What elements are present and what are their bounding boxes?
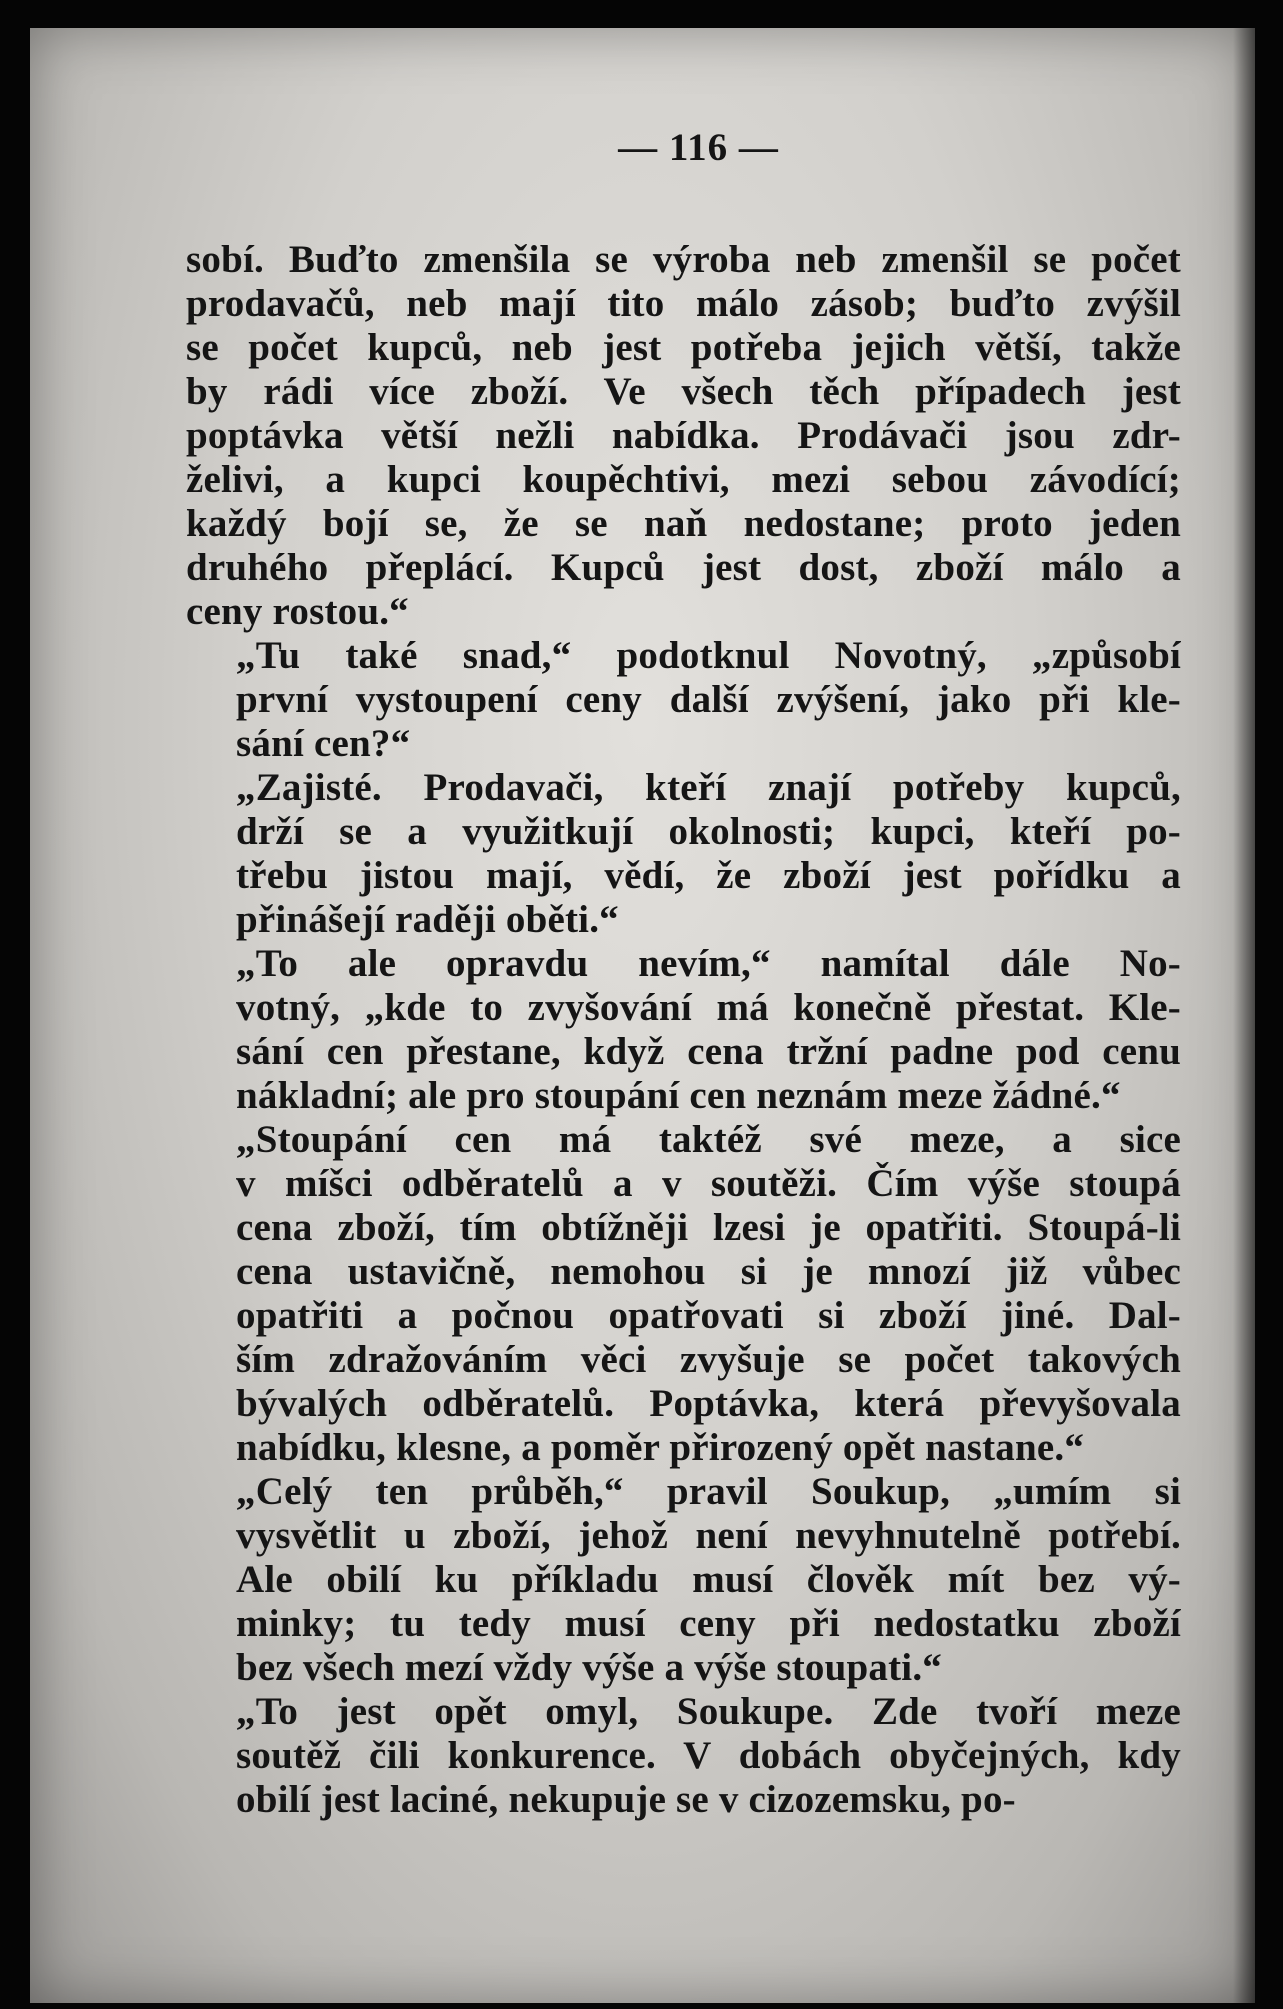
text-line: v míšci odběratelů a v soutěži. Čím výše stoupá <box>236 1162 1181 1205</box>
paragraph <box>186 1470 1181 1690</box>
text-line: opatřiti a počnou opatřovati si zboží jiné. Dal- <box>236 1294 1181 1337</box>
text-line: drží se a využitkují okolnosti; kupci, kteří po- <box>236 810 1181 853</box>
text-line: ším zdražováním věci zvyšuje se počet takových <box>236 1338 1181 1381</box>
text-line: Ale obilí ku příkladu musí člověk mít bez vý- <box>236 1558 1181 1601</box>
text-line: první vystoupení ceny další zvýšení, jako při kle- <box>236 678 1181 721</box>
text-line: bývalých odběratelů. Poptávka, která převyšovala <box>236 1382 1181 1425</box>
paragraph-list <box>186 238 1181 1822</box>
text-line: by rádi více zboží. Ve všech těch případech jest <box>186 370 1181 413</box>
text-line: prodavačů, neb mají tito málo zásob; buďto zvýšil <box>186 282 1181 325</box>
text-line: želivi, a kupci koupěchtivi, mezi sebou závodící; <box>186 458 1181 501</box>
text-line: vysvětlit u zboží, jehož není nevyhnutelně potřebí. <box>236 1514 1181 1557</box>
paragraph <box>186 942 1181 1118</box>
paragraph <box>186 1690 1181 1822</box>
text-line: poptávka větší nežli nabídka. Prodávači jsou zdr- <box>186 414 1181 457</box>
text-line: třebu jistou mají, vědí, že zboží jest pořídku a <box>236 854 1181 897</box>
text-line: ceny rostou.“ <box>186 590 409 633</box>
text-line: sobí. Buďto zmenšila se výroba neb zmenšil se počet <box>186 238 1181 281</box>
text-line: přinášejí raději oběti.“ <box>236 898 619 941</box>
paragraph <box>186 634 1181 766</box>
text-line: „Celý ten průběh,“ pravil Soukup, „umím si <box>236 1470 1181 1513</box>
text-line: „Tu také snad,“ podotknul Novotný, „způsobí <box>236 634 1181 677</box>
text-line: druhého přeplácí. Kupců jest dost, zboží málo a <box>186 546 1181 589</box>
page-number: — 116 — <box>618 126 779 169</box>
text-line: cena ustavičně, nemohou si je mnozí již vůbec <box>236 1250 1181 1293</box>
text-line: cena zboží, tím obtížněji lzesi je opatřiti. Stoupá-li <box>236 1206 1181 1249</box>
text-line: sání cen přestane, když cena tržní padne pod cenu <box>236 1030 1181 1073</box>
book-page <box>30 28 1255 2003</box>
text-line: minky; tu tedy musí ceny při nedostatku zboží <box>236 1602 1181 1645</box>
text-line: „Stoupání cen má taktéž své meze, a sice <box>236 1118 1181 1161</box>
text-line: se počet kupců, neb jest potřeba jejich větší, takže <box>186 326 1181 369</box>
paragraph <box>186 238 1181 634</box>
text-line: bez všech mezí vždy výše a výše stoupati.“ <box>236 1646 942 1689</box>
text-line: „To jest opět omyl, Soukupe. Zde tvoří meze <box>236 1690 1181 1733</box>
paragraph <box>186 766 1181 942</box>
text-line: sání cen?“ <box>236 722 411 765</box>
text-line: „Zajisté. Prodavači, kteří znají potřeby kupců, <box>236 766 1181 809</box>
text-line: soutěž čili konkurence. V dobách obyčejných, kdy <box>236 1734 1181 1777</box>
text-line: nákladní; ale pro stoupání cen neznám meze žádné.“ <box>236 1074 1121 1117</box>
text-line: obilí jest laciné, nekupuje se v cizozemsku, po- <box>236 1778 1016 1821</box>
text-line: „To ale opravdu nevím,“ namítal dále No- <box>236 942 1181 985</box>
text-line: votný, „kde to zvyšování má konečně přestat. Kle- <box>236 986 1181 1029</box>
paragraph <box>186 1118 1181 1470</box>
text-line: každý bojí se, že se naň nedostane; proto jeden <box>186 502 1181 545</box>
page-text <box>186 126 1181 1822</box>
text-line: nabídku, klesne, a poměr přirozený opět nastane.“ <box>236 1426 1085 1469</box>
